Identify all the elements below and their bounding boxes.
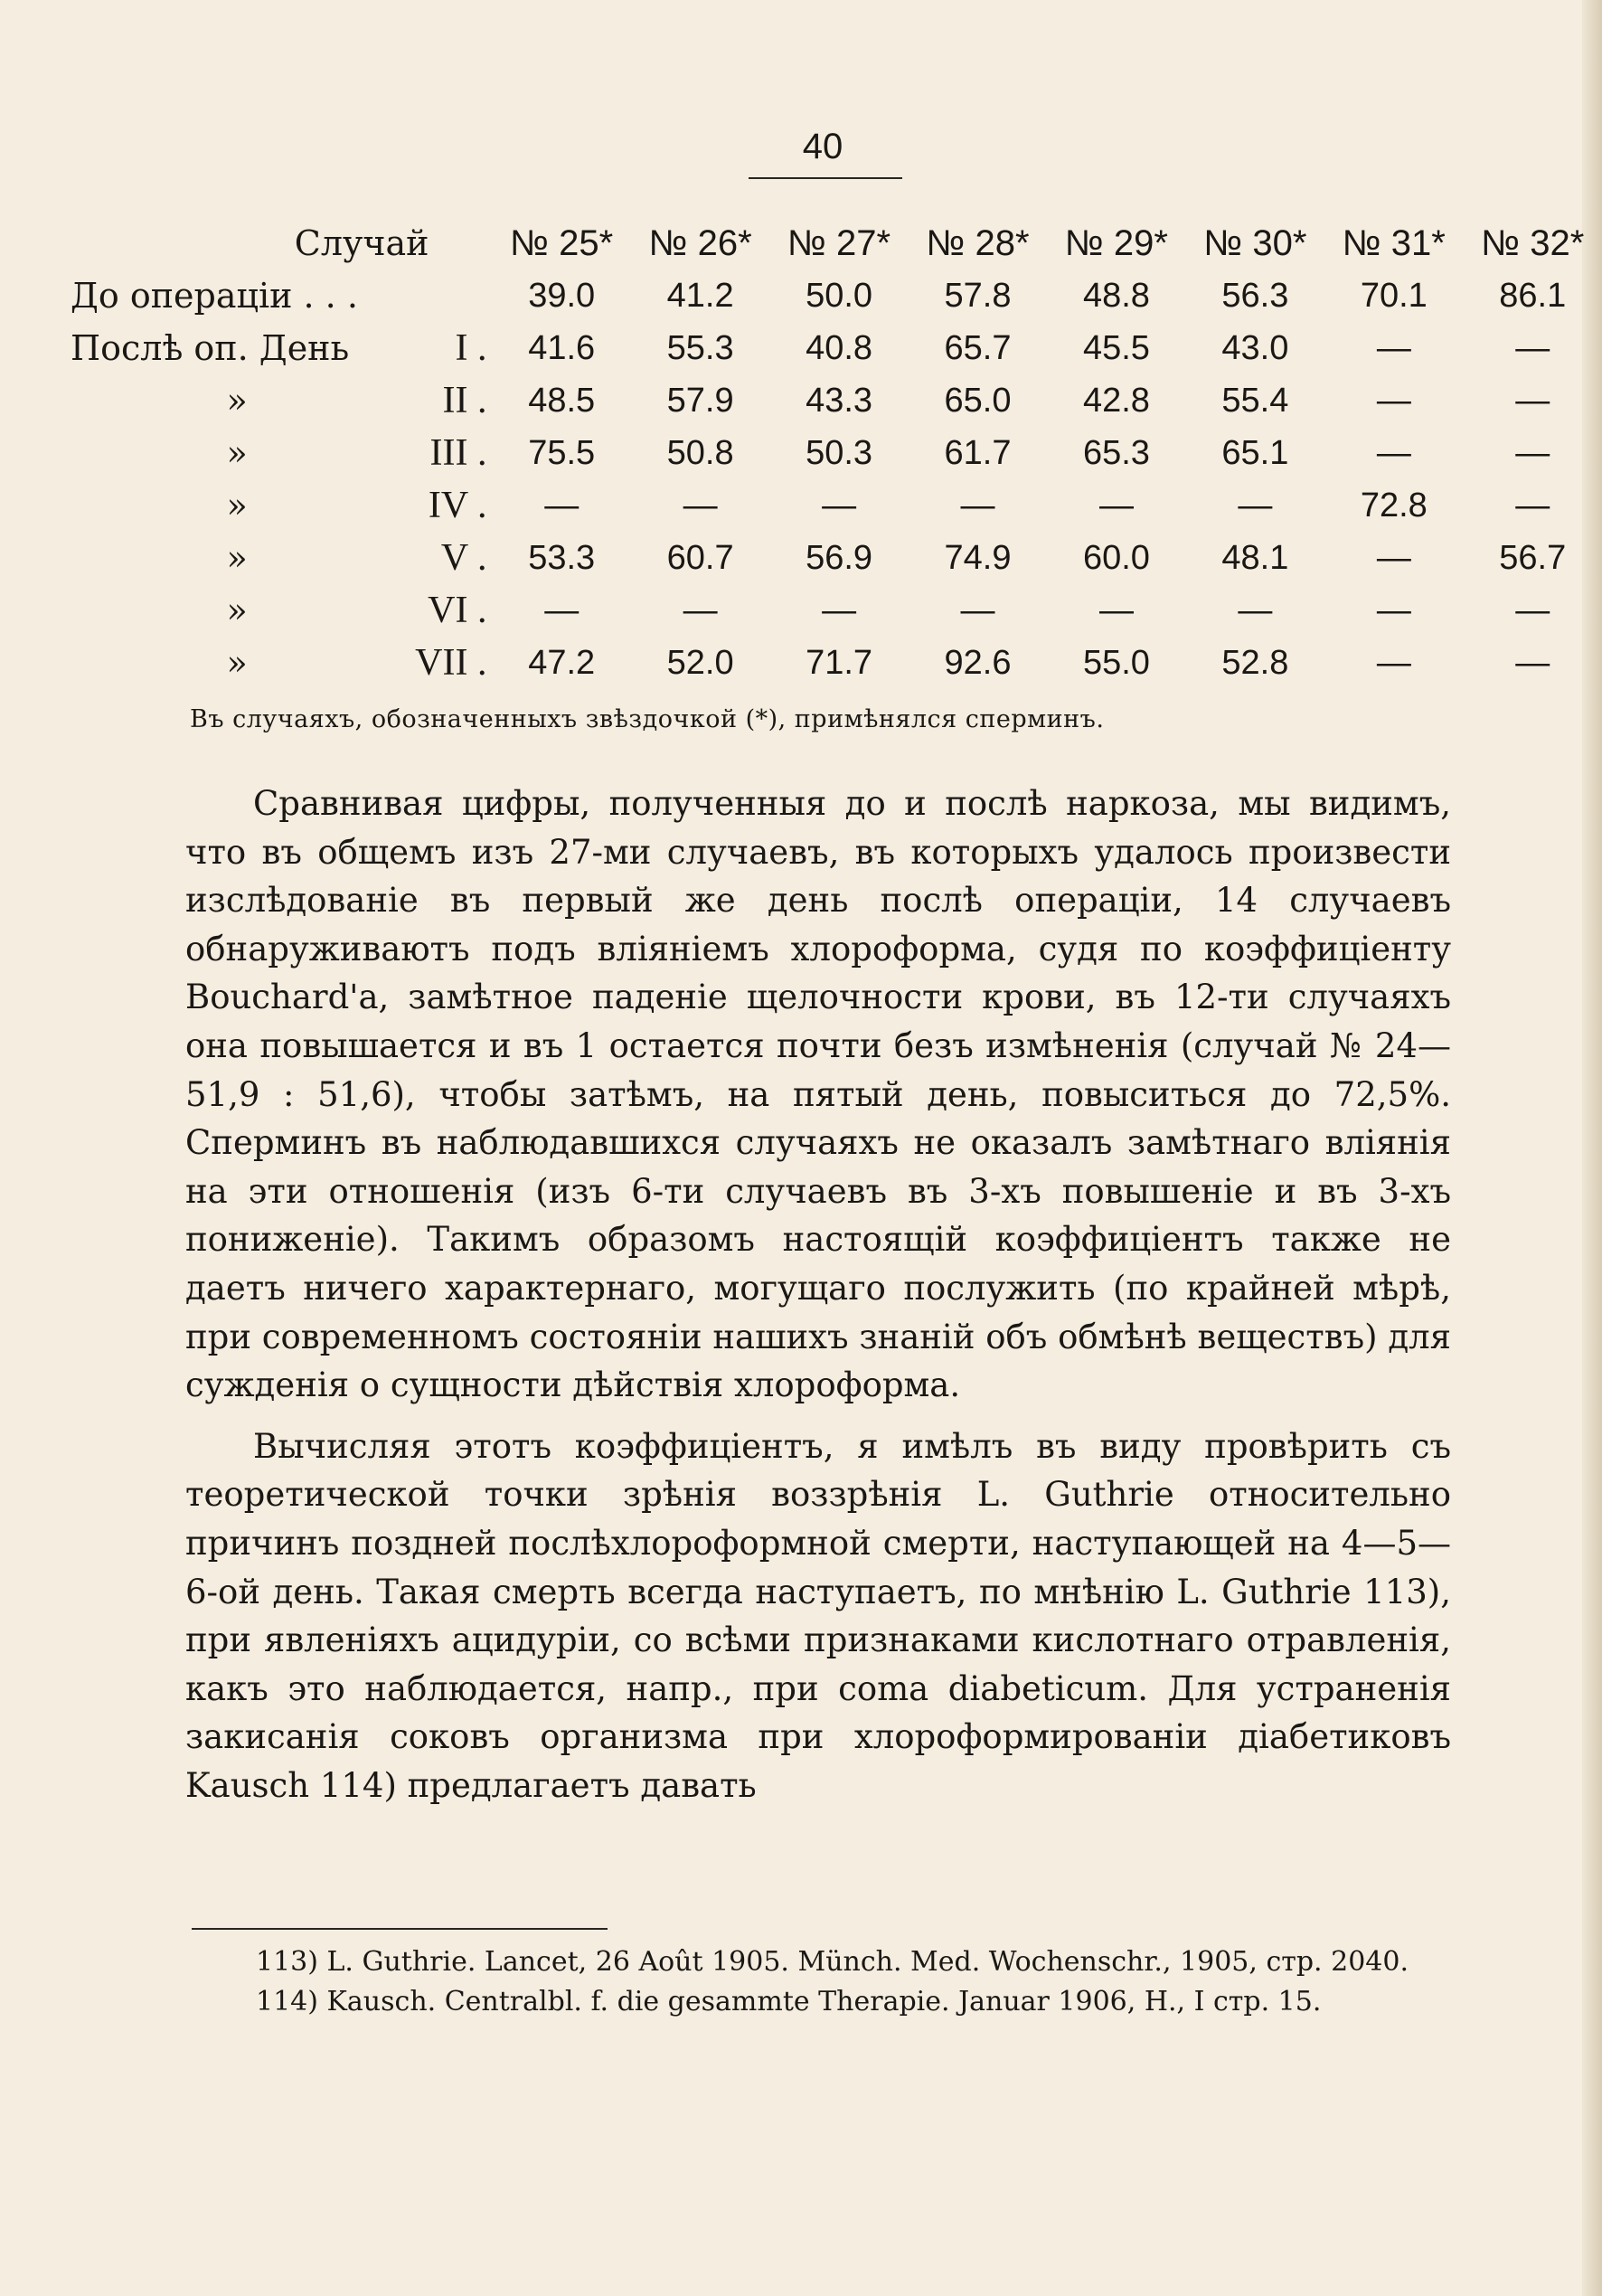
paragraph: Вычисляя этотъ коэффиціентъ, я имѣлъ въ виду провѣрить съ теоретической точки зрѣнія воззрѣнія L. Guthrie относительно причинъ поздней послѣхлороформной смерти, наступающей на 4—5—6-ой день. Такая смерть всегда наступаетъ, по мнѣнію L. Guthrie 113), при явленіяхъ ацидуріи, со всѣми признаками кислотнаго отравленія, какъ это наблюдается, напр., при coma diabeticum. Для устраненія закисанія соковъ организма при хлороформированіи діабетиковъ Kausch 114) предлагаетъ давать <box>185 1426 1451 1805</box>
table-cell: 57.9 <box>666 381 734 420</box>
column-header: № 27* <box>787 222 891 263</box>
row-label: » <box>226 433 248 473</box>
table-cell: 50.3 <box>806 433 873 472</box>
table-cell: 41.6 <box>528 328 596 367</box>
page-number-rule <box>749 177 902 179</box>
paragraph: Сравнивая цифры, полученныя до и послѣ наркоза, мы видимъ, что въ общемъ изъ 27-ми случаевъ, въ которыхъ удалось произвести изслѣдованіе въ первый же день послѣ операціи, 14 случаевъ обнаруживаютъ подъ вліяніемъ хлороформа, судя по коэффиціенту Bouchard'a, замѣтное паденіе щелочности крови, въ 12-ти случаяхъ она повышается и въ 1 остается почти безъ измѣненія (случай № 24—51,9 : 51,6), чтобы затѣмъ, на пятый день, повыситься до 72,5%. Сперминъ въ наблюдавшихся случаяхъ не оказалъ замѣтнаго вліянія на эти отношенія (изъ 6-ти случаевъ въ 3-хъ повышеніе и въ 3-хъ пониженіе). Такимъ образомъ настоящій коэффиціентъ также не даетъ ничего характернаго, могущаго послужить (по крайней мѣрѣ, при современномъ состояніи нашихъ знаній объ обмѣнѣ веществъ) для сужденія о сущности дѣйствія хлороформа. <box>185 784 1451 1405</box>
footnote-rule <box>192 1928 608 1930</box>
table-cell: 70.1 <box>1360 276 1428 315</box>
table-row <box>71 637 1602 689</box>
table-cell: — <box>1515 433 1550 472</box>
column-header: № 28* <box>926 222 1030 263</box>
table-row <box>71 427 1602 479</box>
table-row <box>71 532 1602 584</box>
row-label: » <box>226 538 248 578</box>
table-cell: — <box>683 486 718 524</box>
table-row <box>71 322 1602 374</box>
table-cell: — <box>1376 433 1411 472</box>
row-label: » <box>226 381 248 420</box>
table-row <box>71 269 1602 322</box>
table-cell: 43.3 <box>806 381 873 420</box>
table-cell: — <box>1515 486 1550 524</box>
page-number: 40 <box>802 127 843 166</box>
table-header-label: Случай <box>294 223 429 263</box>
table-cell: 56.3 <box>1221 276 1289 315</box>
table-cell: 55.0 <box>1082 643 1150 682</box>
table-note: Въ случаяхъ, обозначенныхъ звѣздочкой (*), примѣнялся сперминъ. <box>190 705 1105 733</box>
table-cell: — <box>1376 381 1411 420</box>
footnotes <box>185 1942 1451 2022</box>
table-cell: — <box>822 591 857 629</box>
footnote: 114) Kausch. Centralbl. f. die gesammte Therapie. Januar 1906, H., I стр. 15. <box>256 1986 1322 2017</box>
table-cell: 86.1 <box>1499 276 1567 315</box>
table-row <box>71 584 1602 637</box>
row-day: V . <box>440 537 487 579</box>
table-cell: — <box>1238 591 1273 629</box>
row-label: » <box>226 591 248 630</box>
row-day: III . <box>429 432 487 474</box>
table-cell: — <box>1376 328 1411 367</box>
row-day: IV . <box>428 485 487 526</box>
row-label: » <box>226 643 248 683</box>
table-cell: 48.8 <box>1082 276 1150 315</box>
table-cell: — <box>960 486 995 524</box>
table-cell: 50.0 <box>806 276 873 315</box>
table-cell: — <box>1098 486 1134 524</box>
table-cell: — <box>1515 328 1550 367</box>
row-day: VI . <box>428 590 487 631</box>
table-cell: — <box>544 591 580 629</box>
table-cell: 75.5 <box>528 433 596 472</box>
table-cell: 53.3 <box>528 538 596 577</box>
table-row <box>71 479 1602 532</box>
table-cell: 57.8 <box>944 276 1012 315</box>
table-cell: 52.8 <box>1221 643 1289 682</box>
table-cell: — <box>544 486 580 524</box>
table-cell: 55.3 <box>666 328 734 367</box>
row-label: » <box>226 486 248 525</box>
table-cell: 48.5 <box>528 381 596 420</box>
table-cell: 74.9 <box>944 538 1012 577</box>
table-cell: 72.8 <box>1360 486 1428 524</box>
table-cell: — <box>960 591 995 629</box>
table-cell: 61.7 <box>944 433 1012 472</box>
table-cell: — <box>822 486 857 524</box>
table-cell: 39.0 <box>528 276 596 315</box>
table-cell: — <box>1515 643 1550 682</box>
row-label: Послѣ оп. День <box>71 328 350 368</box>
table-cell: 55.4 <box>1221 381 1289 420</box>
table-row <box>71 374 1602 427</box>
table-cell: 60.7 <box>666 538 734 577</box>
data-table <box>71 217 1602 689</box>
table-cell: 65.0 <box>944 381 1012 420</box>
table-cell: — <box>683 591 718 629</box>
table-cell: 47.2 <box>528 643 596 682</box>
footnote: 113) L. Guthrie. Lancet, 26 Août 1905. Münch. Med. Wochenschr., 1905, стр. 2040. <box>256 1946 1409 1978</box>
table-cell: 45.5 <box>1082 328 1150 367</box>
row-day: VII . <box>415 642 487 684</box>
column-header: № 32* <box>1481 222 1585 263</box>
table-cell: 65.1 <box>1221 433 1289 472</box>
table-cell: 71.7 <box>806 643 873 682</box>
table-cell: 41.2 <box>666 276 734 315</box>
table-cell: 50.8 <box>666 433 734 472</box>
table-cell: — <box>1376 643 1411 682</box>
table-cell: 43.0 <box>1221 328 1289 367</box>
row-day: II . <box>442 380 487 421</box>
table-cell: — <box>1376 538 1411 577</box>
table-cell: 56.7 <box>1499 538 1567 577</box>
table-cell: — <box>1376 591 1411 629</box>
table-cell: — <box>1515 591 1550 629</box>
table-cell: 56.9 <box>806 538 873 577</box>
table-cell: 52.0 <box>666 643 734 682</box>
table-header-row <box>71 217 1602 269</box>
table-cell: 65.3 <box>1082 433 1150 472</box>
table-cell: 48.1 <box>1221 538 1289 577</box>
table-cell: 92.6 <box>944 643 1012 682</box>
row-label: До операціи . . . <box>71 276 358 316</box>
row-day: I . <box>455 327 487 369</box>
table-cell: 42.8 <box>1082 381 1150 420</box>
table-cell: — <box>1098 591 1134 629</box>
table-cell: 65.7 <box>944 328 1012 367</box>
table-cell: — <box>1238 486 1273 524</box>
column-header: № 25* <box>510 222 614 263</box>
table-cell: — <box>1515 381 1550 420</box>
column-header: № 29* <box>1064 222 1168 263</box>
body-text <box>185 780 1451 1809</box>
table-cell: 40.8 <box>806 328 873 367</box>
table-cell: 60.0 <box>1082 538 1150 577</box>
column-header: № 30* <box>1203 222 1307 263</box>
column-header: № 31* <box>1342 222 1446 263</box>
column-header: № 26* <box>648 222 752 263</box>
